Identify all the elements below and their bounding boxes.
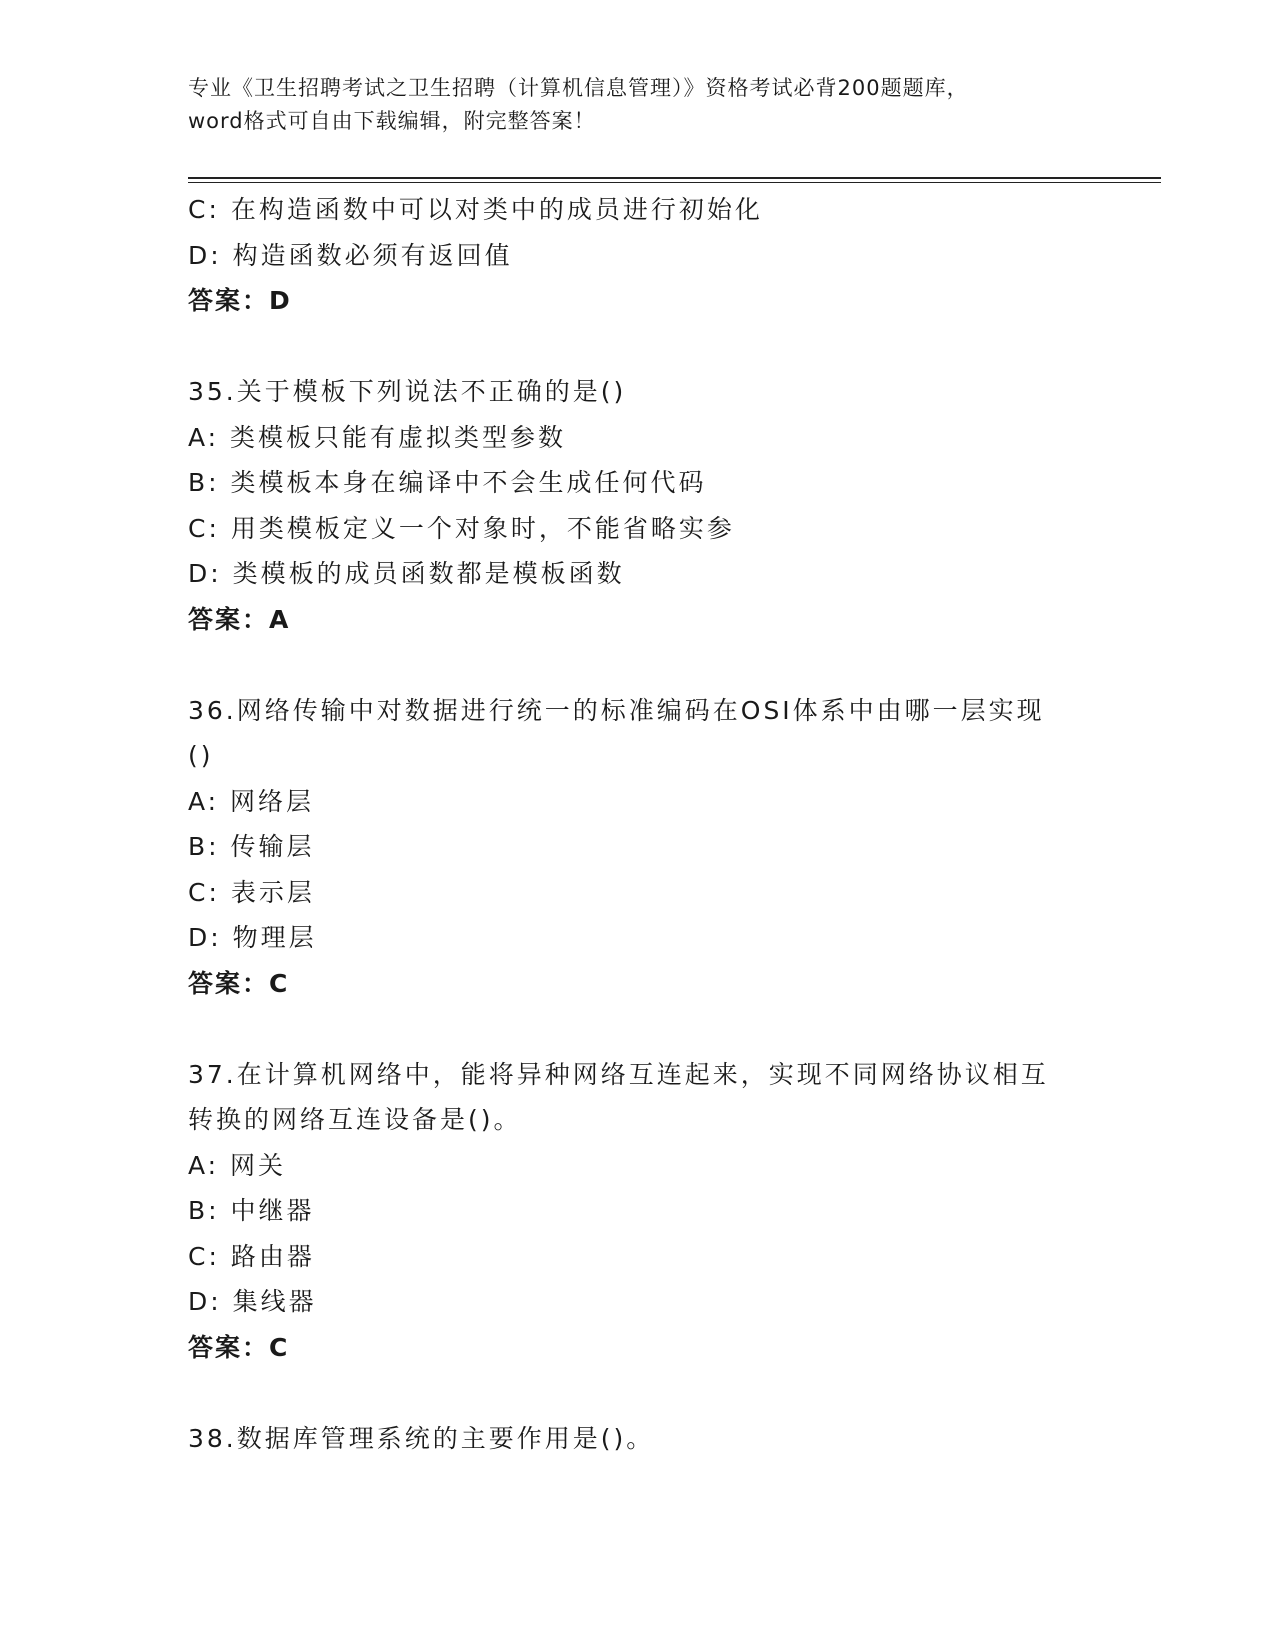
question-stem: 38.数据库管理系统的主要作用是()。 bbox=[188, 1423, 655, 1453]
option-d: D: 物理层 bbox=[188, 923, 317, 952]
question-35 bbox=[188, 369, 1088, 642]
option-c: C: 用类模板定义一个对象时，不能省略实参 bbox=[188, 513, 735, 543]
option-a: A: 网络层 bbox=[188, 786, 315, 816]
option-a: A: 网关 bbox=[188, 1150, 287, 1180]
question-stem-line-1: 36.网络传输中对数据进行统一的标准编码在OSI体系中由哪一层实现 bbox=[188, 695, 1045, 725]
question-37 bbox=[188, 1052, 1088, 1371]
option-d: D: 集线器 bbox=[188, 1287, 317, 1316]
answer: 答案：C bbox=[188, 968, 290, 998]
header-divider-thick bbox=[188, 177, 1161, 179]
answer: 答案：A bbox=[188, 604, 291, 634]
question-list bbox=[188, 187, 1088, 1461]
answer: 答案：C bbox=[188, 1332, 290, 1362]
option-d: D: 类模板的成员函数都是模板函数 bbox=[188, 559, 625, 588]
header-divider-thin bbox=[188, 182, 1161, 183]
question-stem-line-1: 37.在计算机网络中，能将异种网络互连起来，实现不同网络协议相互 bbox=[188, 1059, 1049, 1089]
option-a: A: 类模板只能有虚拟类型参数 bbox=[188, 422, 567, 452]
question-36 bbox=[188, 688, 1088, 1007]
header-line-2: word格式可自由下载编辑，附完整答案！ bbox=[188, 109, 596, 133]
option-c: C: 表示层 bbox=[188, 877, 315, 907]
question-38 bbox=[188, 1416, 1088, 1462]
header-line-1: 专业《卫生招聘考试之卫生招聘（计算机信息管理）》资格考试必背200题题库， bbox=[188, 76, 969, 100]
option-c: C: 路由器 bbox=[188, 1241, 315, 1271]
question-34 bbox=[188, 187, 1088, 324]
answer: 答案：D bbox=[188, 286, 292, 315]
document-header bbox=[188, 72, 1088, 138]
question-stem-line-2: () bbox=[188, 741, 214, 770]
option-c: C: 在构造函数中可以对类中的成员进行初始化 bbox=[188, 195, 763, 224]
question-stem: 35.关于模板下列说法不正确的是() bbox=[188, 377, 627, 406]
option-d: D: 构造函数必须有返回值 bbox=[188, 240, 513, 270]
option-b: B: 传输层 bbox=[188, 832, 315, 861]
option-b: B: 类模板本身在编译中不会生成任何代码 bbox=[188, 468, 707, 497]
option-b: B: 中继器 bbox=[188, 1196, 315, 1225]
question-stem-line-2: 转换的网络互连设备是()。 bbox=[188, 1105, 522, 1134]
